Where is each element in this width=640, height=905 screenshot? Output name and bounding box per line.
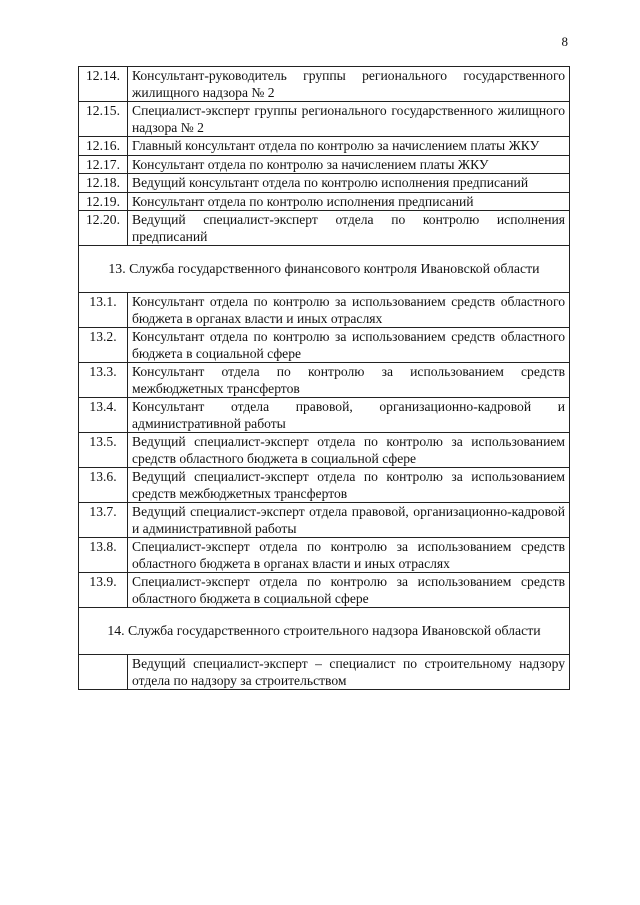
row-title: Специалист-эксперт отдела по контролю за использованием средств областного бюджета в органах власти и иных отраслях bbox=[128, 538, 570, 573]
section-heading: 13. Служба государственного финансового контроля Ивановской области bbox=[79, 246, 570, 293]
table-row bbox=[79, 363, 570, 398]
page-number: 8 bbox=[561, 34, 568, 49]
table-row bbox=[79, 433, 570, 468]
row-title: Ведущий специалист-эксперт отдела по контролю исполнения предписаний bbox=[128, 211, 570, 246]
row-number: 12.19. bbox=[79, 192, 128, 211]
table-row bbox=[79, 398, 570, 433]
table-row bbox=[79, 102, 570, 137]
table-row bbox=[79, 174, 570, 193]
row-number: 13.5. bbox=[79, 433, 128, 468]
table-row bbox=[79, 211, 570, 246]
row-number: 12.14. bbox=[79, 67, 128, 102]
row-title: Ведущий консультант отдела по контролю исполнения предписаний bbox=[128, 174, 570, 193]
row-number: 13.6. bbox=[79, 468, 128, 503]
row-title: Консультант отдела по контролю исполнения предписаний bbox=[128, 192, 570, 211]
section-heading-row bbox=[79, 608, 570, 655]
row-number: 12.17. bbox=[79, 155, 128, 174]
row-title: Специалист-эксперт группы регионального государственного жилищного надзора № 2 bbox=[128, 102, 570, 137]
row-number bbox=[79, 655, 128, 690]
row-title: Ведущий специалист-эксперт – специалист по строительному надзору отдела по надзору за строительством bbox=[128, 655, 570, 690]
row-title: Ведущий специалист-эксперт отдела правовой, организационно-кадровой и административной работы bbox=[128, 503, 570, 538]
section-heading-row bbox=[79, 246, 570, 293]
table-row bbox=[79, 655, 570, 690]
section-heading: 14. Служба государственного строительного надзора Ивановской области bbox=[79, 608, 570, 655]
row-title: Консультант отдела правовой, организационно-кадровой и административной работы bbox=[128, 398, 570, 433]
row-number: 12.15. bbox=[79, 102, 128, 137]
table-row bbox=[79, 67, 570, 102]
table-row bbox=[79, 328, 570, 363]
positions-table bbox=[78, 66, 570, 690]
row-number: 13.7. bbox=[79, 503, 128, 538]
table-row bbox=[79, 293, 570, 328]
table-row bbox=[79, 192, 570, 211]
row-title: Консультант-руководитель группы регионального государственного жилищного надзора № 2 bbox=[128, 67, 570, 102]
row-title: Ведущий специалист-эксперт отдела по контролю за использованием средств областного бюджета в социальной сфере bbox=[128, 433, 570, 468]
row-number: 13.1. bbox=[79, 293, 128, 328]
table-row bbox=[79, 155, 570, 174]
row-number: 13.3. bbox=[79, 363, 128, 398]
row-number: 13.9. bbox=[79, 573, 128, 608]
table-row bbox=[79, 573, 570, 608]
table-row bbox=[79, 503, 570, 538]
row-number: 13.4. bbox=[79, 398, 128, 433]
row-title: Главный консультант отдела по контролю за начислением платы ЖКУ bbox=[128, 137, 570, 156]
row-title: Ведущий специалист-эксперт отдела по контролю за использованием средств межбюджетных трансфертов bbox=[128, 468, 570, 503]
row-number: 13.8. bbox=[79, 538, 128, 573]
table-row bbox=[79, 137, 570, 156]
row-title: Специалист-эксперт отдела по контролю за использованием средств областного бюджета в социальной сфере bbox=[128, 573, 570, 608]
row-title: Консультант отдела по контролю за использованием средств областного бюджета в органах власти и иных отраслях bbox=[128, 293, 570, 328]
table-row bbox=[79, 468, 570, 503]
row-number: 12.20. bbox=[79, 211, 128, 246]
row-number: 12.18. bbox=[79, 174, 128, 193]
row-title: Консультант отдела по контролю за использованием средств межбюджетных трансфертов bbox=[128, 363, 570, 398]
row-title: Консультант отдела по контролю за начислением платы ЖКУ bbox=[128, 155, 570, 174]
row-number: 12.16. bbox=[79, 137, 128, 156]
row-number: 13.2. bbox=[79, 328, 128, 363]
row-title: Консультант отдела по контролю за использованием средств областного бюджета в социальной сфере bbox=[128, 328, 570, 363]
table-row bbox=[79, 538, 570, 573]
